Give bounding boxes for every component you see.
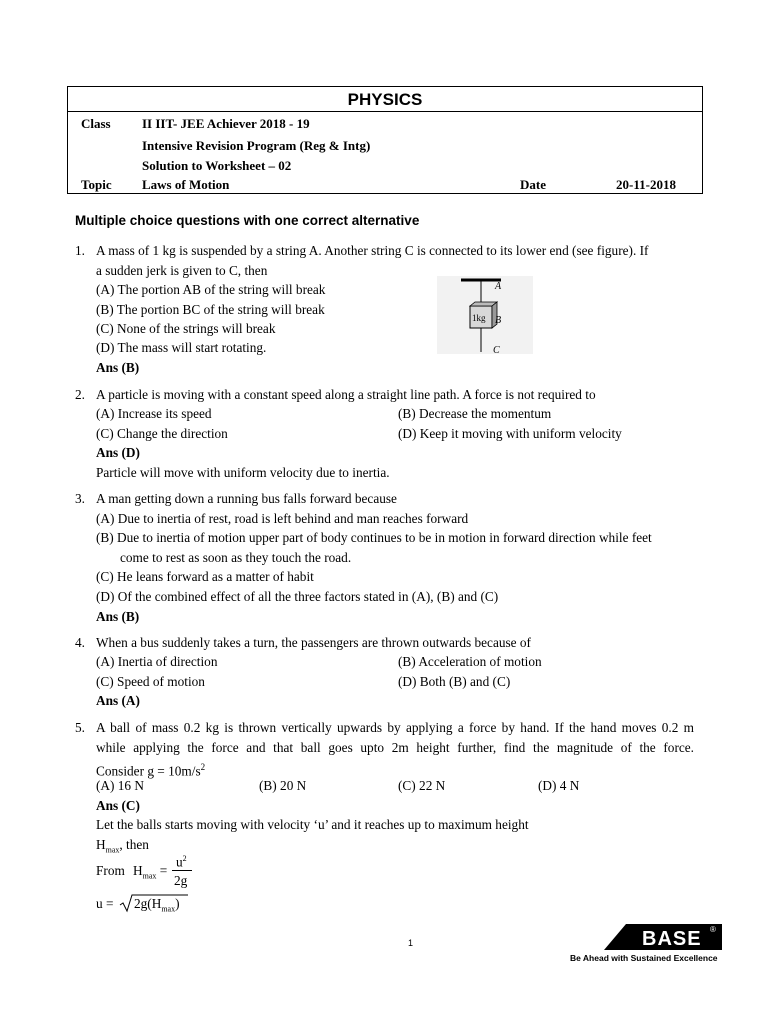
- class-label: Class: [81, 116, 111, 131]
- section-title: Multiple choice questions with one correct alternative: [75, 213, 420, 228]
- tagline: Be Ahead with Sustained Excellence: [570, 953, 718, 963]
- hmax-then: , then: [119, 837, 149, 852]
- date-value: 20-11-2018: [616, 177, 676, 192]
- option-c: (C) 22 N: [398, 778, 446, 793]
- question-text: [96, 759, 205, 779]
- option-a: (A) Inertia of direction: [96, 654, 218, 669]
- gravity-exponent: 2: [200, 762, 206, 772]
- option-b: (B) Decrease the momentum: [398, 406, 552, 421]
- eq-u-exponent: 2: [182, 854, 187, 863]
- program-name: Intensive Revision Program (Reg & Intg): [142, 138, 371, 153]
- question-number: 5.: [75, 720, 85, 735]
- equation-numerator: [176, 851, 187, 870]
- answer: Ans (C): [96, 798, 140, 813]
- topic-label: Topic: [81, 177, 112, 192]
- question-number: 1.: [75, 243, 85, 258]
- equation-denominator: 2g: [174, 873, 188, 888]
- explanation: Particle will move with uniform velocity due to inertia.: [96, 465, 390, 480]
- logo-registered: ®: [710, 925, 716, 934]
- explanation: Let the balls starts moving with velocity ‘u’ and it reaches up to maximum height: [96, 817, 529, 832]
- option-d: (D) Both (B) and (C): [398, 674, 511, 689]
- answer: Ans (A): [96, 693, 140, 708]
- label-a: A: [495, 281, 502, 292]
- option-b: (B) Due to inertia of motion upper part of body continues to be in motion in forward direction while feet: [96, 530, 652, 545]
- eq-h: H: [133, 863, 143, 878]
- answer: Ans (B): [96, 609, 140, 624]
- label-b: B: [495, 315, 502, 326]
- page-number: 1: [408, 938, 414, 948]
- answer: Ans (D): [96, 445, 140, 460]
- class-value: II IIT- JEE Achiever 2018 - 19: [142, 116, 310, 131]
- option-c: (C) None of the strings will break: [96, 321, 276, 336]
- gravity-text: Consider g = 10m/s: [96, 763, 201, 779]
- hmax-line: [96, 837, 149, 859]
- question-text: A particle is moving with a constant speed along a straight line path. A force is not required to: [96, 387, 596, 402]
- option-d: (D) Of the combined effect of all the three factors stated in (A), (B) and (C): [96, 589, 499, 604]
- option-a: (A) The portion AB of the string will break: [96, 282, 326, 297]
- subject-title: PHYSICS: [68, 87, 702, 112]
- eq-h-subscript: max: [142, 871, 157, 881]
- equation-lhs: [133, 863, 167, 885]
- string-mass-figure: [437, 276, 533, 354]
- eq-equals: =: [159, 863, 168, 878]
- question-text: A man getting down a running bus falls forward because: [96, 491, 397, 506]
- option-c: (C) Speed of motion: [96, 674, 205, 689]
- header-box: [67, 86, 703, 194]
- radicand-close: ): [175, 896, 180, 911]
- question-text: When a bus suddenly takes a turn, the passengers are thrown outwards because of: [96, 635, 531, 650]
- from-label: From: [96, 863, 125, 878]
- hmax-subscript: max: [105, 845, 120, 855]
- option-b: (B) Acceleration of motion: [398, 654, 542, 669]
- question-number: 3.: [75, 491, 85, 506]
- worksheet-name: Solution to Worksheet – 02: [142, 158, 292, 173]
- base-logo: [604, 920, 722, 952]
- option-a: (A) 16 N: [96, 778, 145, 793]
- label-c: C: [493, 345, 500, 354]
- mass-label: 1kg: [472, 313, 486, 323]
- option-b: (B) The portion BC of the string will break: [96, 302, 325, 317]
- logo-text: BASE: [642, 928, 702, 950]
- question-number: 2.: [75, 387, 85, 402]
- hmax-symbol: H: [96, 837, 106, 852]
- question-text: while applying the force and that ball goes upto 2m height further, find the magnitude of the force.: [96, 740, 694, 755]
- question-text: A mass of 1 kg is suspended by a string A. Another string C is connected to its lower end (see figure). If: [96, 243, 649, 258]
- option-d: (D) Keep it moving with uniform velocity: [398, 426, 622, 441]
- option-d: (D) The mass will start rotating.: [96, 340, 267, 355]
- radicand-subscript: max: [161, 904, 176, 914]
- option-a: (A) Increase its speed: [96, 406, 212, 421]
- option-c: (C) Change the direction: [96, 426, 228, 441]
- question-text: a sudden jerk is given to C, then: [96, 263, 268, 278]
- option-b-cont: come to rest as soon as they touch the road.: [120, 550, 352, 565]
- option-b: (B) 20 N: [259, 778, 307, 793]
- option-d: (D) 4 N: [538, 778, 580, 793]
- option-a: (A) Due to inertia of rest, road is left behind and man reaches forward: [96, 511, 469, 526]
- figure-svg: [437, 276, 533, 354]
- base-logo-icon: [604, 920, 722, 952]
- fraction-bar: [172, 870, 192, 871]
- option-c: (C) He leans forward as a matter of habit: [96, 569, 314, 584]
- topic-value: Laws of Motion: [142, 177, 230, 192]
- eq-u: u: [176, 854, 183, 870]
- radicand-main: 2g(H: [134, 896, 162, 911]
- question-text: A ball of mass 0.2 kg is thrown vertically upwards by applying a force by hand. If the hand moves 0.2 m: [96, 720, 694, 735]
- date-label: Date: [520, 177, 546, 192]
- question-number: 4.: [75, 635, 85, 650]
- radicand: [134, 896, 180, 918]
- u-equals: u =: [96, 896, 114, 911]
- answer: Ans (B): [96, 360, 140, 375]
